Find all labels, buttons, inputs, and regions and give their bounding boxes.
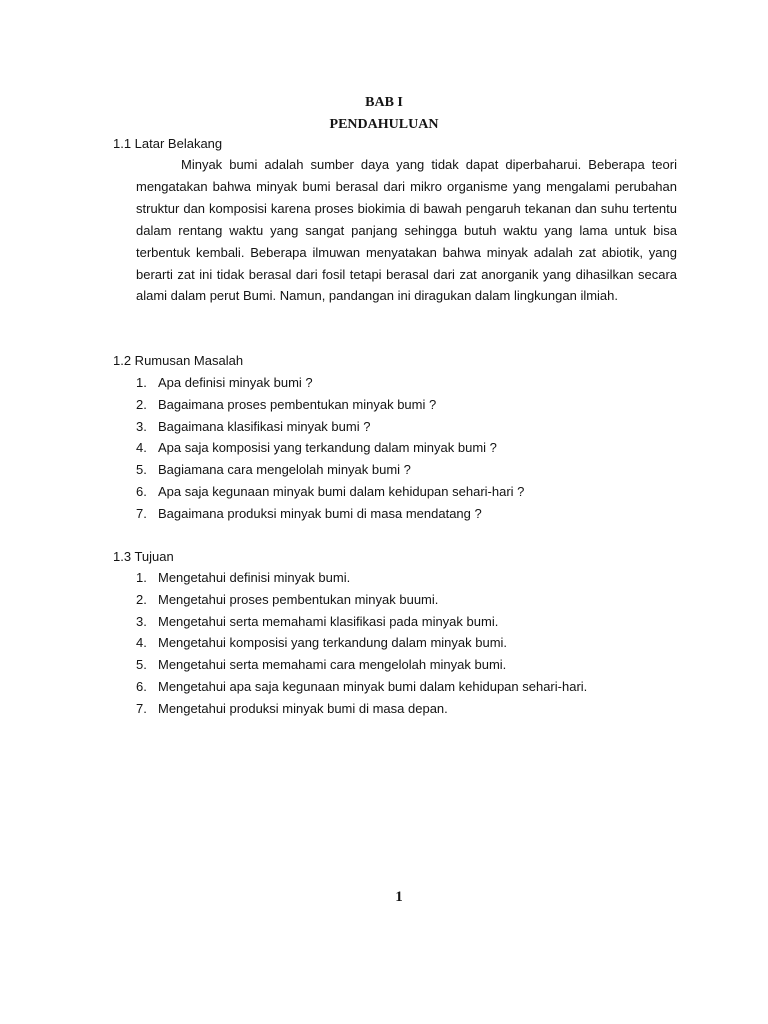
tujuan-list bbox=[136, 567, 587, 720]
list-item-number: 1. bbox=[136, 375, 147, 390]
list-item-text: Mengetahui definisi minyak bumi. bbox=[158, 570, 351, 585]
list-item-number: 7. bbox=[136, 505, 147, 521]
list-item-number: 6. bbox=[136, 678, 147, 694]
list-item bbox=[136, 437, 524, 459]
latar-belakang-paragraph: Minyak bumi adalah sumber daya yang tidak dapat diperbaharui. Beberapa teori mengatakan bahwa minyak bumi berasal dari mikro organisme yang mengalami perubahan struktur dan komposisi karena proses biokimia di bawah pengaruh tekanan dan suhu tertentu dalam rentang waktu yang sangat panjang sehingga butuh waktu yang lama untuk bisa terbentuk kembali. Beberapa ilmuwan menyatakan bahwa minyak adalah zat abiotik, yang berarti zat ini tidak berasal dari fosil tetapi berasal dari zat anorganik yang dihasilkan secara alami dalam perut Bumi. Namun, pandangan ini diragukan dalam lingkungan ilmiah. bbox=[136, 157, 677, 304]
list-item bbox=[136, 632, 587, 654]
list-item-number: 4. bbox=[136, 635, 147, 651]
list-item-text: Apa saja kegunaan minyak bumi dalam kehidupan sehari-hari ? bbox=[158, 483, 525, 499]
list-item-text: Mengetahui komposisi yang terkandung dalam minyak bumi. bbox=[158, 635, 508, 651]
list-item bbox=[136, 481, 524, 503]
list-item-text: Apa saja komposisi yang terkandung dalam minyak bumi ? bbox=[158, 440, 497, 456]
list-item-number: 2. bbox=[136, 591, 147, 607]
page-number: 1 bbox=[395, 889, 403, 905]
list-item-number: 5. bbox=[136, 657, 147, 673]
list-item-number: 6. bbox=[136, 483, 147, 499]
list-item bbox=[136, 372, 524, 394]
list-item bbox=[136, 459, 524, 481]
list-item bbox=[136, 676, 587, 698]
chapter-title: PENDAHULUAN bbox=[329, 117, 439, 132]
list-item-number: 5. bbox=[136, 462, 147, 478]
list-item-text: Bagaimana proses pembentukan minyak bumi ? bbox=[158, 396, 437, 412]
list-item bbox=[136, 589, 587, 611]
list-item-number: 2. bbox=[136, 396, 147, 412]
list-item-number: 3. bbox=[136, 418, 147, 434]
list-item bbox=[136, 698, 587, 720]
list-item bbox=[136, 611, 587, 633]
list-item bbox=[136, 654, 587, 676]
list-item-text: Mengetahui produksi minyak bumi di masa depan. bbox=[158, 700, 448, 716]
list-item-text: Mengetahui serta memahami cara mengelolah minyak bumi. bbox=[158, 657, 507, 673]
list-item-text: Mengetahui serta memahami klasifikasi pada minyak bumi. bbox=[158, 613, 499, 629]
chapter-number: BAB I bbox=[365, 95, 403, 110]
section-heading-tujuan: 1.3 Tujuan bbox=[113, 549, 174, 564]
list-item-text: Bagaimana klasifikasi minyak bumi ? bbox=[158, 418, 371, 434]
list-item bbox=[136, 567, 587, 589]
list-item-number: 4. bbox=[136, 440, 147, 456]
section-heading-rumusan-masalah: 1.2 Rumusan Masalah bbox=[113, 353, 244, 368]
list-item-text: Bagiamana cara mengelolah minyak bumi ? bbox=[158, 462, 411, 478]
list-item bbox=[136, 503, 524, 525]
rumusan-masalah-list bbox=[136, 372, 524, 525]
list-item-number: 3. bbox=[136, 613, 147, 629]
list-item-number: 7. bbox=[136, 700, 147, 716]
list-item-text: Mengetahui proses pembentukan minyak buumi. bbox=[158, 591, 439, 607]
section-heading-latar-belakang: 1.1 Latar Belakang bbox=[113, 136, 223, 151]
list-item bbox=[136, 416, 524, 438]
list-item-text: Mengetahui apa saja kegunaan minyak bumi dalam kehidupan sehari-hari. bbox=[158, 678, 588, 694]
list-item-number: 1. bbox=[136, 570, 147, 585]
list-item-text: Bagaimana produksi minyak bumi di masa mendatang ? bbox=[158, 505, 482, 521]
list-item-text: Apa definisi minyak bumi ? bbox=[158, 375, 313, 390]
list-item bbox=[136, 394, 524, 416]
